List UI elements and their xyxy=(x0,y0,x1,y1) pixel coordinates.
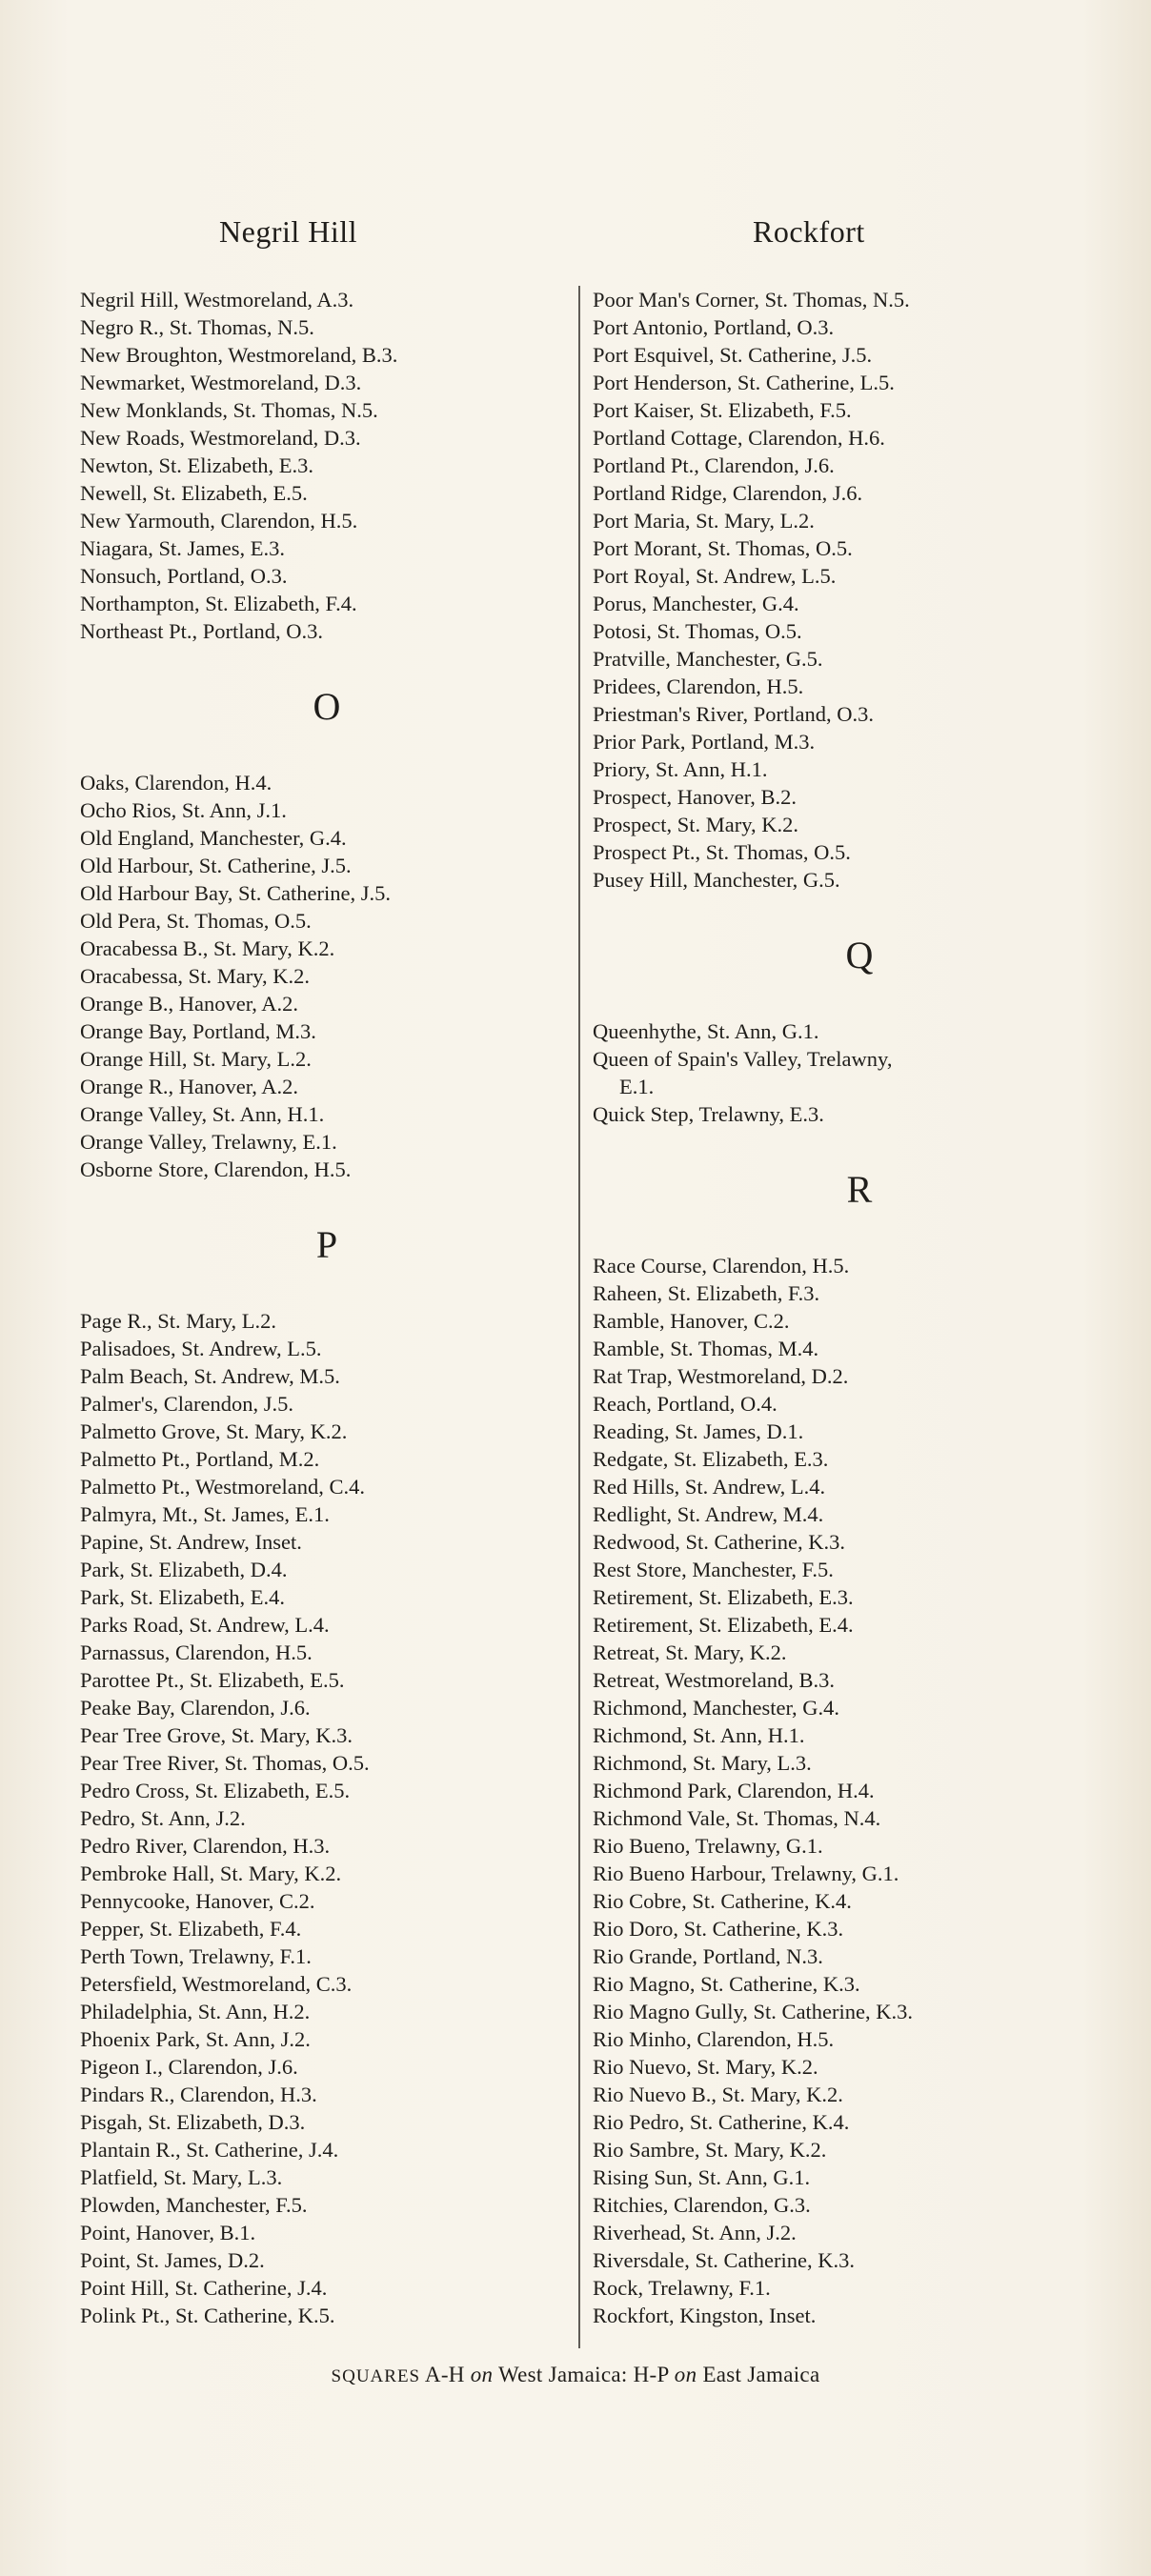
index-entry: Red Hills, St. Andrew, L.4. xyxy=(593,1475,826,1499)
index-entry: Rio Grande, Portland, N.3. xyxy=(593,1944,823,1968)
index-entry: Richmond Vale, St. Thomas, N.4. xyxy=(593,1806,881,1830)
index-entry: Parottee Pt., St. Elizabeth, E.5. xyxy=(80,1668,345,1692)
index-entry: Point, Hanover, B.1. xyxy=(80,2221,256,2244)
index-entry: Reading, St. James, D.1. xyxy=(593,1419,804,1443)
index-entry: Ramble, St. Thomas, M.4. xyxy=(593,1337,819,1360)
index-entry: Platfield, St. Mary, L.3. xyxy=(80,2165,283,2189)
index-entry: Orange Valley, Trelawny, E.1. xyxy=(80,1130,337,1154)
index-entry: Palmetto Pt., Portland, M.2. xyxy=(80,1447,320,1471)
index-entry: Retirement, St. Elizabeth, E.3. xyxy=(593,1585,854,1609)
index-entry: Rio Doro, St. Catherine, K.3. xyxy=(593,1917,844,1941)
index-entry: Priory, St. Ann, H.1. xyxy=(593,757,768,781)
index-entry: Old Harbour Bay, St. Catherine, J.5. xyxy=(80,881,391,905)
letter-heading-o: O xyxy=(313,685,341,728)
index-entry: Park, St. Elizabeth, D.4. xyxy=(80,1558,288,1581)
q-entries-list xyxy=(593,1017,1126,1128)
footer-on-1: on xyxy=(470,2363,494,2386)
o-entries-list xyxy=(80,769,574,1183)
index-entry: Pisgah, St. Elizabeth, D.3. xyxy=(80,2110,306,2134)
index-entry: Orange Bay, Portland, M.3. xyxy=(80,1019,316,1043)
index-entry: Oaks, Clarendon, H.4. xyxy=(80,771,273,795)
index-entry: Prior Park, Portland, M.3. xyxy=(593,730,816,754)
index-entry: Newell, St. Elizabeth, E.5. xyxy=(80,481,308,505)
index-entry: Prospect, St. Mary, K.2. xyxy=(593,813,799,836)
index-entry: Rio Cobre, St. Catherine, K.4. xyxy=(593,1889,852,1913)
left-column xyxy=(80,286,574,2329)
index-entry: Queen of Spain's Valley, Trelawny, xyxy=(593,1047,893,1071)
index-entry: Perth Town, Trelawny, F.1. xyxy=(80,1944,312,1968)
index-entry: Richmond, St. Ann, H.1. xyxy=(593,1723,805,1747)
index-entry: Palmer's, Clarendon, J.5. xyxy=(80,1392,294,1416)
index-entry: Palmetto Pt., Westmoreland, C.4. xyxy=(80,1475,366,1499)
index-entry: Potosi, St. Thomas, O.5. xyxy=(593,619,802,643)
index-entry: Rio Magno, St. Catherine, K.3. xyxy=(593,1972,860,1996)
index-entry: Redlight, St. Andrew, M.4. xyxy=(593,1502,824,1526)
index-entry: Negril Hill, Westmoreland, A.3. xyxy=(80,288,354,312)
index-entry: Rest Store, Manchester, F.5. xyxy=(593,1558,834,1581)
index-entry: New Yarmouth, Clarendon, H.5. xyxy=(80,509,358,533)
index-entry: Orange Valley, St. Ann, H.1. xyxy=(80,1102,325,1126)
p-entries-list-continued xyxy=(593,286,1126,894)
r-entries-list xyxy=(593,1252,1126,2329)
index-entry: Queenhythe, St. Ann, G.1. xyxy=(593,1019,819,1043)
index-entry: Rising Sun, St. Ann, G.1. xyxy=(593,2165,811,2189)
index-entry: Rio Bueno, Trelawny, G.1. xyxy=(593,1834,823,1858)
index-entry: Pindars R., Clarendon, H.3. xyxy=(80,2083,317,2106)
index-entry: Ramble, Hanover, C.2. xyxy=(593,1309,790,1333)
index-entry: Papine, St. Andrew, Inset. xyxy=(80,1530,302,1554)
index-entry: Osborne Store, Clarendon, H.5. xyxy=(80,1157,352,1181)
index-entry: Polink Pt., St. Catherine, K.5. xyxy=(80,2304,335,2327)
index-entry: Rio Nuevo B., St. Mary, K.2. xyxy=(593,2083,843,2106)
index-entry: Old Harbour, St. Catherine, J.5. xyxy=(80,854,352,877)
index-entry: Rio Pedro, St. Catherine, K.4. xyxy=(593,2110,850,2134)
index-entry: Prospect Pt., St. Thomas, O.5. xyxy=(593,840,851,864)
footer-west: West Jamaica: xyxy=(498,2363,628,2386)
index-entry: Rio Nuevo, St. Mary, K.2. xyxy=(593,2055,818,2079)
index-entry: Quick Step, Trelawny, E.3. xyxy=(593,1102,824,1126)
column-divider xyxy=(578,286,580,2348)
letter-heading-p: P xyxy=(315,1223,338,1266)
index-entry: Richmond, Manchester, G.4. xyxy=(593,1696,840,1720)
index-entry: Poor Man's Corner, St. Thomas, N.5. xyxy=(593,288,910,312)
index-entry: Pepper, St. Elizabeth, F.4. xyxy=(80,1917,302,1941)
index-entry: Pear Tree River, St. Thomas, O.5. xyxy=(80,1751,370,1775)
index-entry: Pusey Hill, Manchester, G.5. xyxy=(593,868,840,892)
index-entry: Rio Bueno Harbour, Trelawny, G.1. xyxy=(593,1862,899,1885)
index-entry: New Roads, Westmoreland, D.3. xyxy=(80,426,361,450)
index-entry: Oracabessa, St. Mary, K.2. xyxy=(80,964,310,988)
index-entry: Rio Sambre, St. Mary, K.2. xyxy=(593,2138,827,2162)
index-entry: Priestman's River, Portland, O.3. xyxy=(593,702,875,726)
index-entry: Race Course, Clarendon, H.5. xyxy=(593,1254,850,1278)
index-entry: Orange Hill, St. Mary, L.2. xyxy=(80,1047,312,1071)
index-entry: Philadelphia, St. Ann, H.2. xyxy=(80,2000,311,2023)
index-entry: Port Morant, St. Thomas, O.5. xyxy=(593,536,853,560)
index-entry: Petersfield, Westmoreland, C.3. xyxy=(80,1972,353,1996)
index-entry: Rock, Trelawny, F.1. xyxy=(593,2276,771,2300)
index-entry: Palmetto Grove, St. Mary, K.2. xyxy=(80,1419,348,1443)
index-entry: Orange B., Hanover, A.2. xyxy=(80,992,299,1016)
index-entry: Pedro River, Clarendon, H.3. xyxy=(80,1834,331,1858)
index-entry: Prospect, Hanover, B.2. xyxy=(593,785,798,809)
index-entry: Rat Trap, Westmoreland, D.2. xyxy=(593,1364,849,1388)
index-entry: Redwood, St. Catherine, K.3. xyxy=(593,1530,845,1554)
index-entry: Plantain R., St. Catherine, J.4. xyxy=(80,2138,339,2162)
index-entry: Northeast Pt., Portland, O.3. xyxy=(80,619,323,643)
index-entry: Port Royal, St. Andrew, L.5. xyxy=(593,564,837,588)
index-entry: Negro R., St. Thomas, N.5. xyxy=(80,315,314,339)
index-entry: Parnassus, Clarendon, H.5. xyxy=(80,1640,313,1664)
index-entry: Ritchies, Clarendon, G.3. xyxy=(593,2193,811,2217)
header-left: Negril Hill xyxy=(219,214,358,249)
index-entry: Raheen, St. Elizabeth, F.3. xyxy=(593,1281,820,1305)
index-entry: Page R., St. Mary, L.2. xyxy=(80,1309,277,1333)
letter-heading-q: Q xyxy=(845,934,874,976)
index-entry: Pratville, Manchester, G.5. xyxy=(593,647,823,671)
index-entry: Palm Beach, St. Andrew, M.5. xyxy=(80,1364,340,1388)
index-entry: Newmarket, Westmoreland, D.3. xyxy=(80,371,362,394)
index-entry: Riverhead, St. Ann, J.2. xyxy=(593,2221,797,2244)
p-entries-list xyxy=(80,1307,574,2329)
footer-east: East Jamaica xyxy=(702,2363,820,2386)
index-entry: Retreat, Westmoreland, B.3. xyxy=(593,1668,835,1692)
index-entry: Rockfort, Kingston, Inset. xyxy=(593,2304,817,2327)
index-entry: Pear Tree Grove, St. Mary, K.3. xyxy=(80,1723,353,1747)
index-entry: Riversdale, St. Catherine, K.3. xyxy=(593,2248,855,2272)
index-entry: Orange R., Hanover, A.2. xyxy=(80,1075,299,1098)
index-entry: Portland Pt., Clarendon, J.6. xyxy=(593,453,835,477)
index-entry: Port Maria, St. Mary, L.2. xyxy=(593,509,815,533)
footer-range-west: A-H xyxy=(424,2363,465,2386)
index-entry: Port Antonio, Portland, O.3. xyxy=(593,315,835,339)
index-entry: Pedro Cross, St. Elizabeth, E.5. xyxy=(80,1779,351,1802)
index-entry: Reach, Portland, O.4. xyxy=(593,1392,777,1416)
index-entry: Ocho Rios, St. Ann, J.1. xyxy=(80,798,287,822)
index-entry: Retirement, St. Elizabeth, E.4. xyxy=(593,1613,854,1637)
index-entry: Palisadoes, St. Andrew, L.5. xyxy=(80,1337,322,1360)
index-entry: Old Pera, St. Thomas, O.5. xyxy=(80,909,312,933)
footer-squares: SQUARES xyxy=(331,2366,421,2386)
index-entry: Parks Road, St. Andrew, L.4. xyxy=(80,1613,330,1637)
index-entry: Pridees, Clarendon, H.5. xyxy=(593,674,804,698)
index-entry: Point Hill, St. Catherine, J.4. xyxy=(80,2276,328,2300)
index-entry: Rio Magno Gully, St. Catherine, K.3. xyxy=(593,2000,914,2023)
header-right: Rockfort xyxy=(753,214,865,249)
index-entry: Nonsuch, Portland, O.3. xyxy=(80,564,288,588)
index-entry: Porus, Manchester, G.4. xyxy=(593,592,799,615)
index-entry: Pigeon I., Clarendon, J.6. xyxy=(80,2055,298,2079)
index-entry: Newton, St. Elizabeth, E.3. xyxy=(80,453,313,477)
index-entry: Pedro, St. Ann, J.2. xyxy=(80,1806,246,1830)
index-entry: Portland Ridge, Clarendon, J.6. xyxy=(593,481,863,505)
index-entry: Niagara, St. James, E.3. xyxy=(80,536,285,560)
index-entry: Point, St. James, D.2. xyxy=(80,2248,265,2272)
index-entry: Port Henderson, St. Catherine, L.5. xyxy=(593,371,895,394)
index-entry: Port Kaiser, St. Elizabeth, F.5. xyxy=(593,398,852,422)
footer-note xyxy=(0,2363,1151,2387)
n-entries-list xyxy=(80,286,574,645)
index-entry: Peake Bay, Clarendon, J.6. xyxy=(80,1696,311,1720)
index-entry: Retreat, St. Mary, K.2. xyxy=(593,1640,787,1664)
index-entry: New Monklands, St. Thomas, N.5. xyxy=(80,398,378,422)
footer-on-2: on xyxy=(674,2363,697,2386)
index-entry: Phoenix Park, St. Ann, J.2. xyxy=(80,2027,311,2051)
index-entry: E.1. xyxy=(619,1075,655,1098)
index-entry: Old England, Manchester, G.4. xyxy=(80,826,347,850)
index-entry: New Broughton, Westmoreland, B.3. xyxy=(80,343,398,367)
index-entry: Pembroke Hall, St. Mary, K.2. xyxy=(80,1862,342,1885)
index-entry: Richmond, St. Mary, L.3. xyxy=(593,1751,812,1775)
footer-range-east: H-P xyxy=(633,2363,669,2386)
index-entry: Richmond Park, Clarendon, H.4. xyxy=(593,1779,875,1802)
index-entry: Northampton, St. Elizabeth, F.4. xyxy=(80,592,357,615)
index-entry: Palmyra, Mt., St. James, E.1. xyxy=(80,1502,330,1526)
index-entry: Plowden, Manchester, F.5. xyxy=(80,2193,308,2217)
index-entry: Pennycooke, Hanover, C.2. xyxy=(80,1889,315,1913)
index-entry: Portland Cottage, Clarendon, H.6. xyxy=(593,426,885,450)
right-column xyxy=(593,286,1126,2329)
index-entry: Rio Minho, Clarendon, H.5. xyxy=(593,2027,835,2051)
index-entry: Oracabessa B., St. Mary, K.2. xyxy=(80,936,335,960)
index-entry: Park, St. Elizabeth, E.4. xyxy=(80,1585,285,1609)
letter-heading-r: R xyxy=(846,1168,873,1211)
index-entry: Port Esquivel, St. Catherine, J.5. xyxy=(593,343,873,367)
index-entry: Redgate, St. Elizabeth, E.3. xyxy=(593,1447,829,1471)
